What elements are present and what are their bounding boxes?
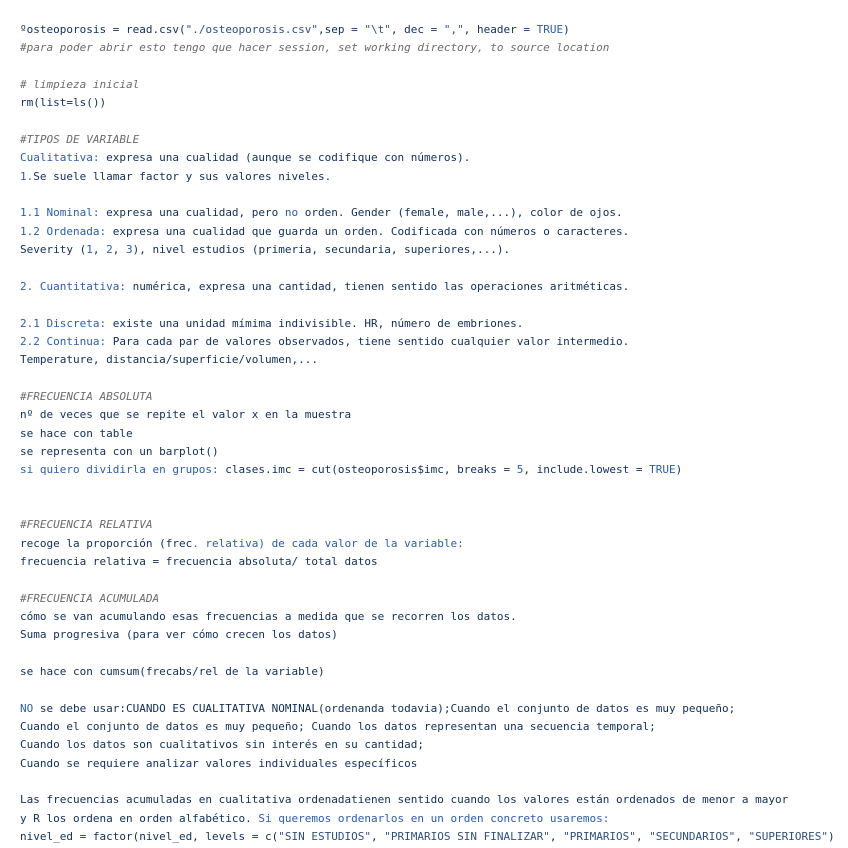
code-line[interactable] [20, 351, 848, 369]
code-token: "\t" [364, 23, 391, 36]
code-token: 1 [86, 243, 93, 257]
code-token: Si queremos ordenarlos en un orden concreto usaremos: [258, 811, 610, 825]
code-line[interactable] [20, 204, 848, 222]
code-token: Cuando los datos son cualitativos sin interés en su cantidad; [20, 738, 424, 752]
code-token: 3 [125, 243, 133, 257]
code-token: 2 [106, 243, 113, 257]
code-line[interactable] [20, 168, 848, 186]
code-line[interactable] [20, 755, 848, 773]
code-token: 2. [20, 279, 34, 293]
code-token: ) [563, 23, 570, 36]
code-token: "SECUNDARIOS" [649, 830, 736, 844]
code-token: Nominal: [46, 206, 100, 220]
code-token: rm(list=ls()) [20, 96, 107, 110]
code-line[interactable] [20, 370, 848, 388]
code-token: "SUPERIORES" [748, 830, 829, 844]
code-token [40, 317, 47, 330]
code-line[interactable] [20, 113, 848, 131]
code-token: ,sep = [318, 23, 365, 36]
code-token [40, 335, 47, 348]
code-token: Suma progresiva (para ver cómo crecen los datos) [20, 628, 338, 642]
code-token: expresa una cualidad, pero [99, 206, 285, 220]
code-token: Las frecuencias acumuladas en cualitativa ordenadatienen sentido cuando los valores están ordenados de menor a mayor [20, 793, 789, 807]
code-comment: #FRECUENCIA ACUMULADA [20, 591, 160, 605]
code-token: no [284, 206, 299, 220]
code-line[interactable] [20, 736, 848, 754]
code-line[interactable] [20, 149, 848, 167]
code-token: Severity ( [20, 243, 87, 257]
code-line[interactable] [20, 58, 848, 76]
code-line[interactable] [20, 810, 848, 828]
code-token: Cuando el conjunto de datos es muy pequeño; Cuando los datos representan una secuencia temporal; [20, 720, 656, 734]
code-line[interactable] [20, 773, 848, 791]
code-token: , include.lowest = [523, 463, 650, 477]
code-token: Continua: [46, 334, 107, 348]
code-token: nivel_ed = factor(nivel_ed, levels = c( [20, 830, 279, 844]
code-comment: #para poder abrir esto tengo que hacer session, set working directory, to source location [20, 41, 610, 55]
code-token: y R los ordena en orden alfabético. [20, 811, 259, 825]
code-line[interactable] [20, 443, 848, 461]
code-token: TRUE [536, 23, 564, 36]
code-token [40, 206, 47, 219]
code-line[interactable] [20, 608, 848, 626]
code-comment: #TIPOS DE VARIABLE [20, 133, 140, 147]
code-token: TRUE [649, 463, 676, 477]
code-token: nº de veces que se repite el valor x en la muestra [20, 408, 352, 422]
code-token: orden. Gender (female, male,...), color de ojos. [298, 206, 623, 220]
code-token: clases.imc = cut(osteoporosis$imc, breaks = [218, 463, 517, 477]
code-token: expresa una cualidad que guarda un orden. Codificada con números o caracteres. [106, 224, 630, 238]
code-line[interactable] [20, 700, 848, 718]
code-token: Ordenada: [46, 224, 107, 238]
code-line[interactable] [20, 461, 848, 479]
code-token: NO [20, 701, 34, 715]
code-token: se hace con cumsum(frecabs/rel de la variable) [20, 665, 325, 679]
code-token: Para cada par de valores observados, tiene sentido cualquier valor intermedio. [106, 334, 630, 348]
code-line[interactable] [20, 498, 848, 516]
code-line[interactable] [20, 94, 848, 112]
code-token: , [92, 243, 107, 257]
code-line[interactable] [20, 645, 848, 663]
code-line[interactable] [20, 480, 848, 498]
code-line[interactable] [20, 21, 848, 39]
code-token: si quiero dividirla en grupos: [20, 463, 219, 477]
code-token: ºosteoporosis = read.csv( [20, 23, 186, 36]
code-token: "PRIMARIOS SIN FINALIZAR" [384, 830, 550, 844]
code-line[interactable] [20, 296, 848, 314]
code-line[interactable] [20, 681, 848, 699]
code-token: Temperature, distancia/superficie/volumen,... [20, 353, 319, 367]
code-token: , [112, 243, 126, 257]
code-token: existe una unidad mímima indivisible. HR, número de embriones. [106, 316, 524, 330]
code-token: Cualitativa: [20, 151, 100, 165]
code-line[interactable] [20, 626, 848, 644]
code-token: numérica, expresa una cantidad, tienen sentido las operaciones aritméticas. [125, 279, 630, 293]
code-token: 1. [20, 169, 34, 183]
code-token: Se suele llamar factor y sus valores niveles. [33, 169, 332, 183]
code-token: , [735, 830, 749, 844]
code-token: recoge la proporción (frec [20, 536, 193, 550]
code-line[interactable] [20, 278, 848, 296]
code-line[interactable] [20, 223, 848, 241]
code-token: "./osteoporosis.csv" [185, 23, 319, 36]
code-token: 2.1 [20, 316, 40, 330]
code-token: , [635, 830, 650, 844]
code-line[interactable] [20, 241, 848, 259]
code-token: cómo se van acumulando esas frecuencias a medida que se recorren los datos. [20, 610, 517, 623]
code-token: , [371, 830, 385, 844]
code-token: 2.2 [20, 334, 40, 348]
code-line[interactable] [20, 333, 848, 351]
code-token: Cuantitativa: [39, 279, 126, 293]
code-token: "PRIMARIOS" [563, 830, 636, 844]
code-comment: #FRECUENCIA RELATIVA [20, 518, 153, 532]
code-line[interactable] [20, 131, 848, 149]
code-line[interactable] [20, 535, 848, 553]
code-token: ) [828, 830, 835, 844]
code-token: Cuando se requiere analizar valores individuales específicos [20, 756, 418, 770]
code-token: se hace con table [20, 426, 133, 440]
code-line[interactable] [20, 406, 848, 424]
code-line[interactable] [20, 553, 848, 571]
code-token: expresa una cualidad (aunque se codifique con números). [99, 151, 471, 165]
code-line[interactable] [20, 76, 848, 94]
code-line[interactable] [20, 663, 848, 681]
code-token: 1.1 [20, 206, 40, 220]
code-token: , header = [463, 23, 537, 36]
code-line[interactable] [20, 39, 848, 57]
code-line[interactable] [20, 186, 848, 204]
code-line[interactable] [20, 425, 848, 443]
code-line[interactable] [20, 259, 848, 277]
code-token: Discreta: [46, 316, 107, 330]
code-line[interactable] [20, 315, 848, 333]
code-token: "SIN ESTUDIOS" [278, 830, 371, 844]
code-token: 5 [516, 463, 524, 477]
code-token: ) [675, 463, 683, 477]
code-line[interactable] [20, 571, 848, 589]
code-comment: # limpieza inicial [20, 78, 140, 92]
code-token: . relativa) de cada valor de la variable: [192, 536, 464, 550]
code-token [40, 225, 47, 238]
code-token: frecuencia relativa = frecuencia absoluta/ total datos [20, 554, 378, 568]
code-token: , [549, 830, 564, 844]
code-line[interactable] [20, 718, 848, 736]
code-token: 1.2 [20, 224, 40, 238]
code-token: "," [443, 23, 464, 36]
code-line[interactable] [20, 590, 848, 608]
code-token: ), nivel estudios (primeria, secundaria, superiores,...). [132, 243, 511, 257]
code-comment: #FRECUENCIA ABSOLUTA [20, 389, 153, 403]
code-token: se debe usar:CUANDO ES CUALITATIVA NOMINAL(ordenanda todavia);Cuando el conjunto de datos es muy pequeño; [33, 701, 736, 715]
code-token [33, 280, 40, 293]
code-line[interactable] [20, 516, 848, 534]
code-line[interactable] [20, 791, 848, 809]
code-token: , dec = [390, 23, 444, 36]
code-token: se representa con un barplot() [20, 444, 219, 458]
code-line[interactable] [20, 828, 848, 846]
code-line[interactable] [20, 388, 848, 406]
